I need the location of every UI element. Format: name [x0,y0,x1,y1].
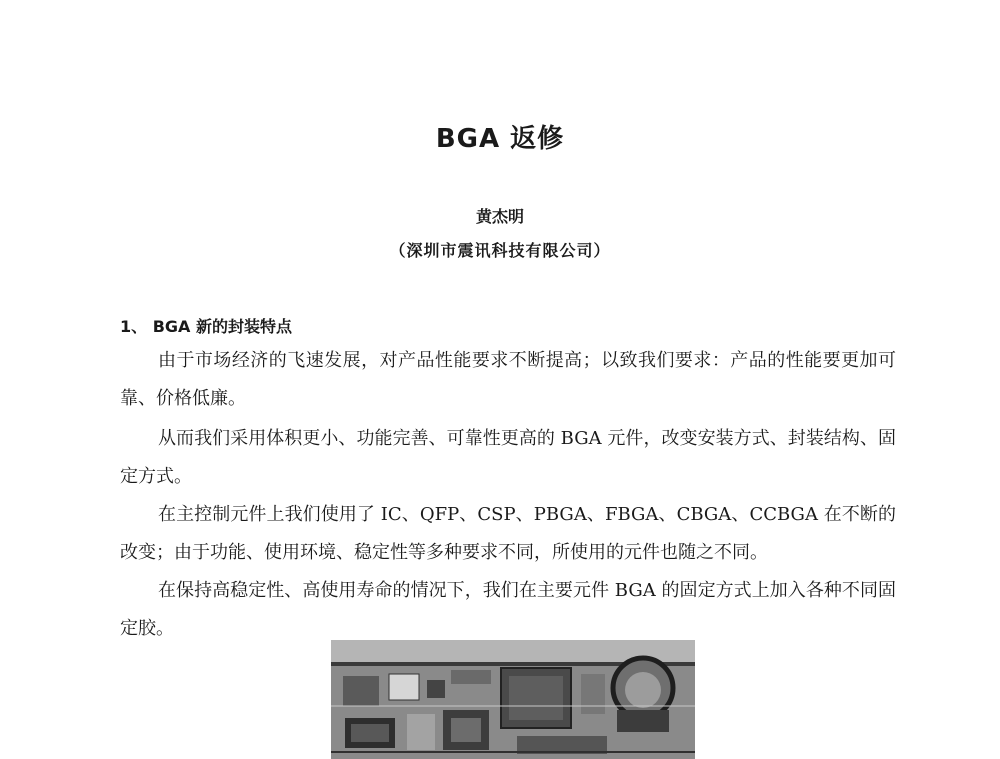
paragraph: 由于市场经济的飞速发展，对产品性能要求不断提高；以致我们要求：产品的性能要更加可靠、价格低廉。 [120,350,896,409]
author-affiliation: （深圳市震讯科技有限公司） [389,241,611,260]
section-heading: 1、 BGA 新的封装特点 [120,317,292,336]
paragraph: 在主控制元件上我们使用了 IC、QFP、CSP、PBGA、FBGA、CBGA、CCBGA 在不断的改变；由于功能、使用环境、稳定性等多种要求不同，所使用的元件也随之不同。 [120,504,896,563]
circuit-board-image [331,640,695,759]
paper-title: BGA 返修 [435,124,565,154]
paragraph: 从而我们采用体积更小、功能完善、可靠性更高的 BGA 元件，改变安装方式、封装结构、固定方式。 [120,428,896,487]
circuit-board-photo [331,640,695,759]
paragraph: 在保持高稳定性、高使用寿命的情况下，我们在主要元件 BGA 的固定方式上加入各种不同固定胶。 [120,580,896,639]
author-name: 黄杰明 [475,207,524,226]
